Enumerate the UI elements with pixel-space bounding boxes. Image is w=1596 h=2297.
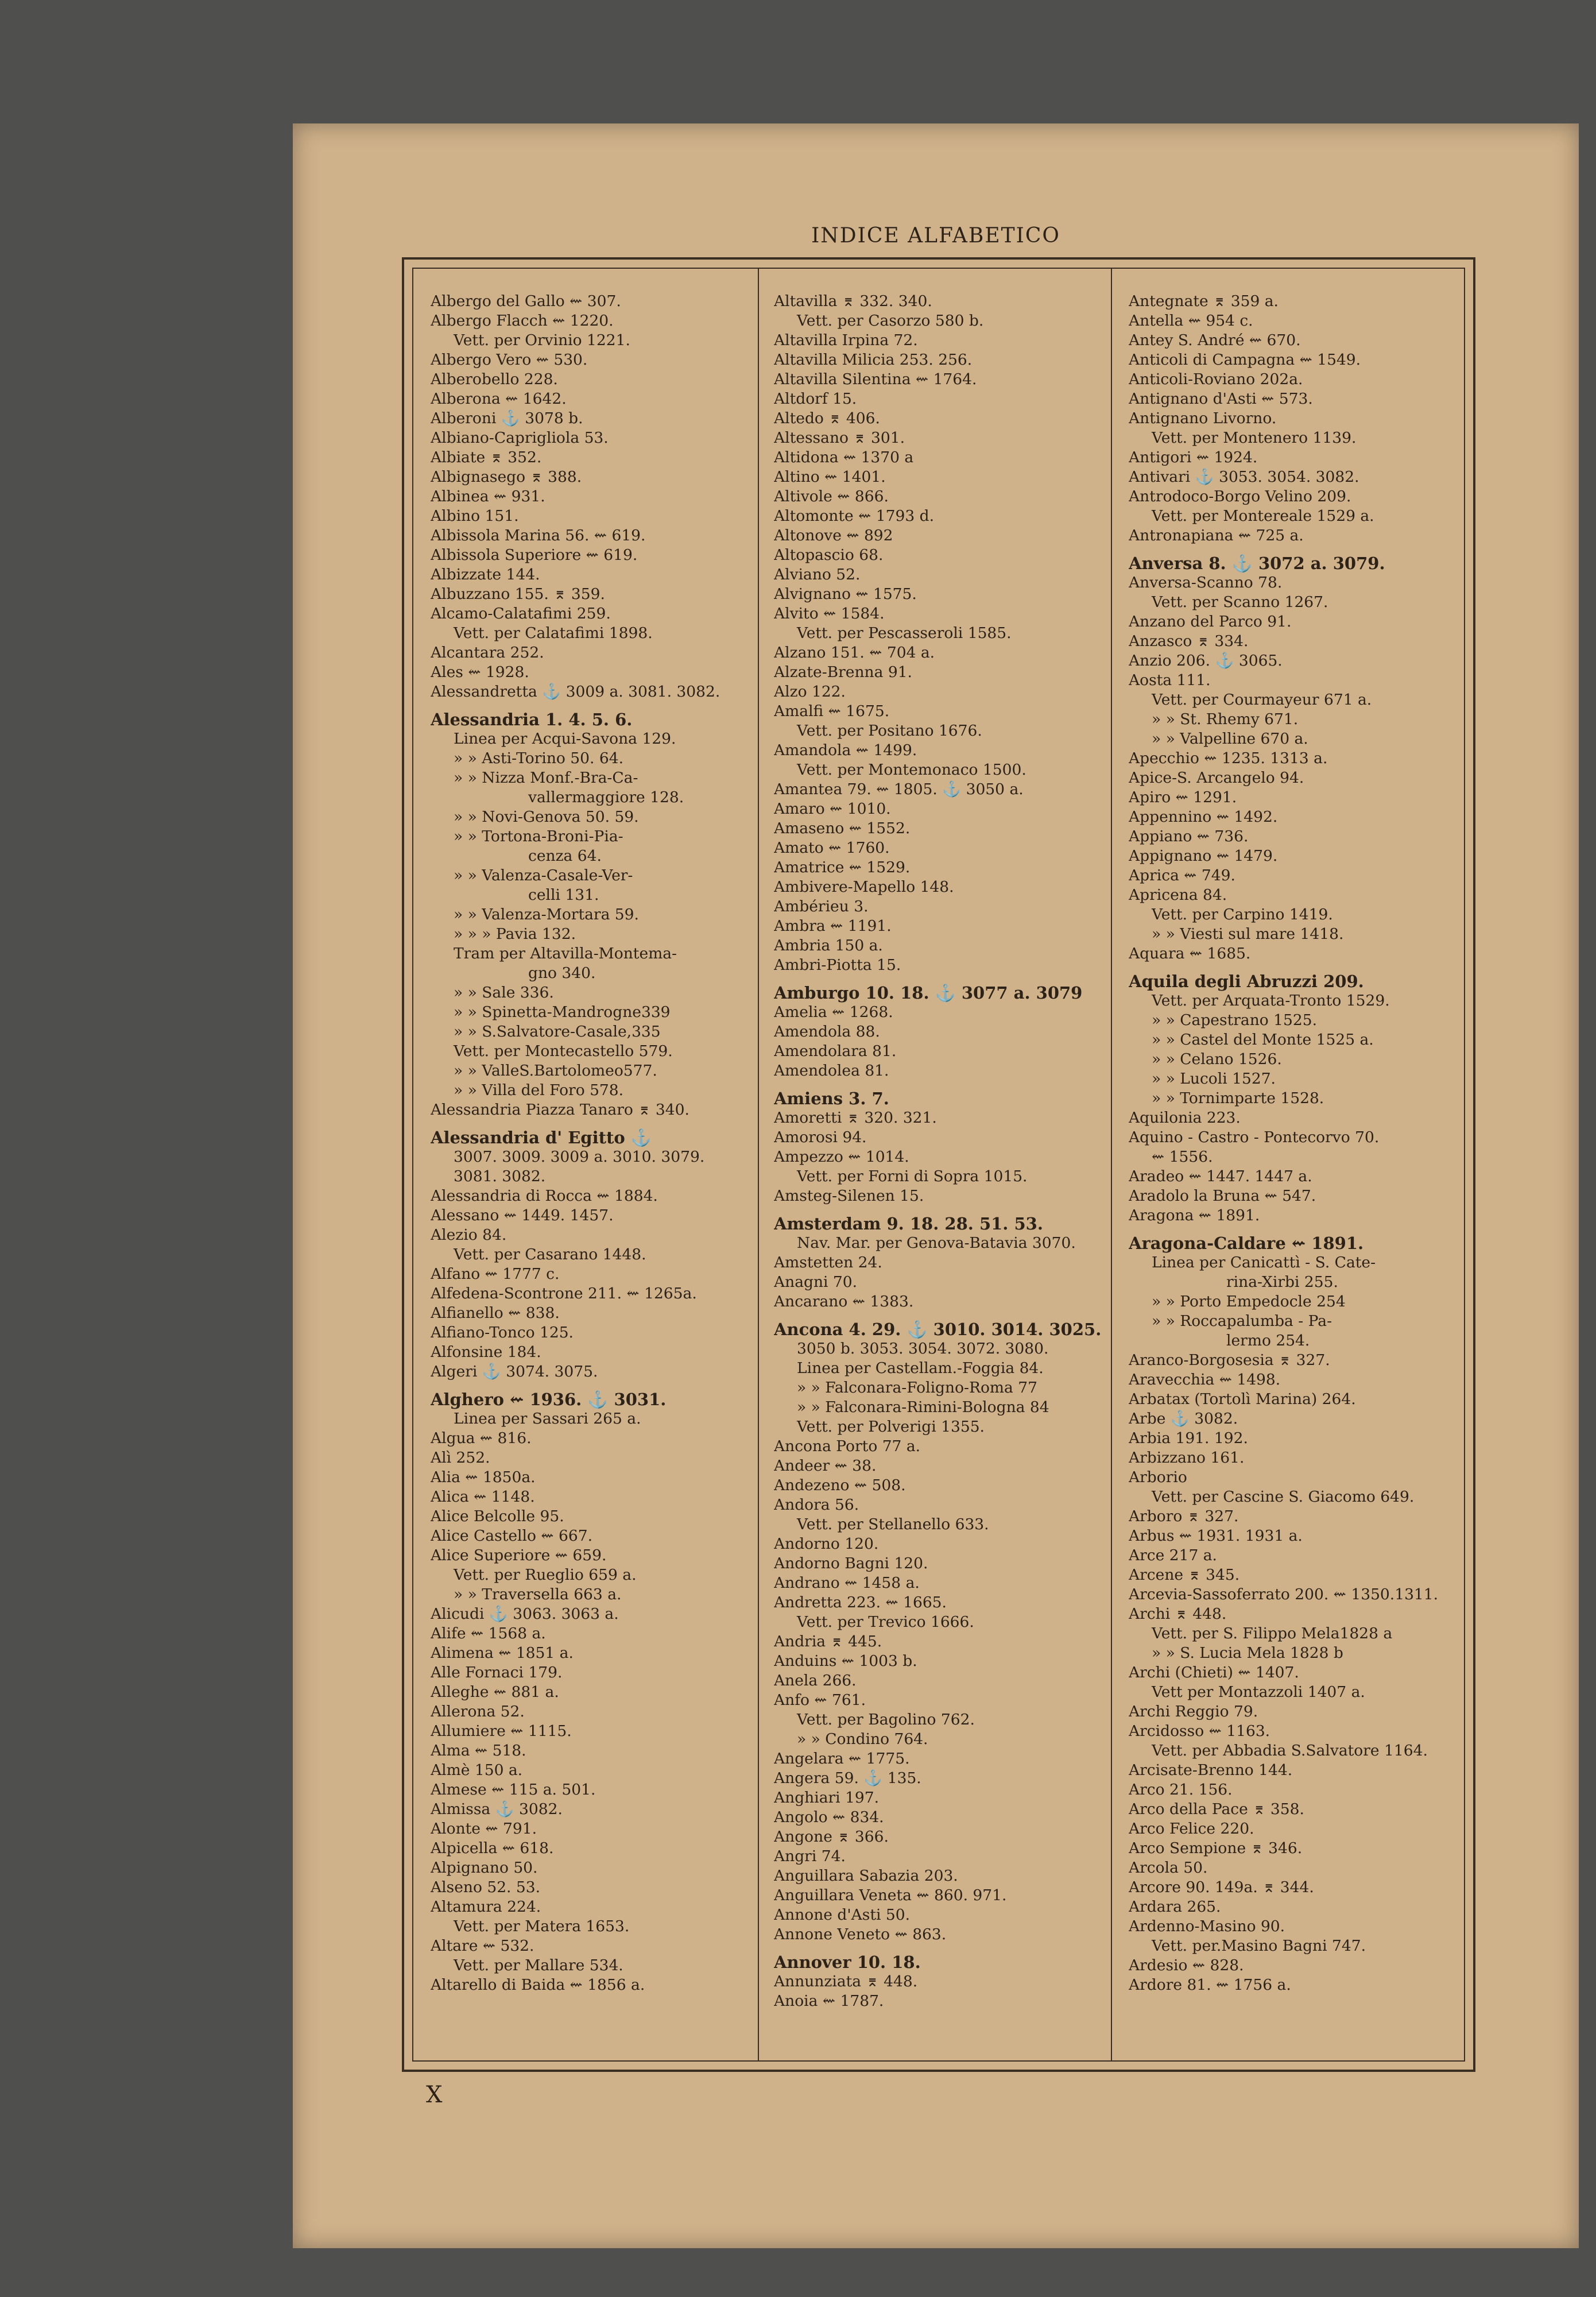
index-entry: Amoretti ⌆ 320. 321.: [774, 1109, 937, 1127]
index-entry: Vett. per Polverigi 1355.: [797, 1418, 985, 1436]
index-entry: Altomonte ⇜ 1793 d.: [774, 507, 935, 525]
index-entry: Albinea ⇜ 931.: [431, 488, 545, 505]
index-entry: Almese ⇜ 115 a. 501.: [431, 1781, 596, 1799]
index-entry: Anticoli-Roviano 202a.: [1129, 370, 1303, 388]
index-entry: Alcantara 252.: [431, 644, 544, 662]
index-entry: vallermaggiore 128.: [528, 788, 684, 806]
index-entry: Vett. per Casorzo 580 b.: [797, 312, 984, 330]
index-entry: Aradolo la Bruna ⇜ 547.: [1129, 1187, 1316, 1205]
index-heading: Amiens 3. 7.: [774, 1089, 889, 1108]
index-entry: Antivari ⚓ 3053. 3054. 3082.: [1129, 468, 1359, 486]
index-entry: Altavilla Silentina ⇜ 1764.: [774, 370, 977, 388]
index-entry: Arco Sempione ⌆ 346.: [1129, 1839, 1303, 1857]
index-entry: Andorno Bagni 120.: [774, 1554, 928, 1572]
index-entry: Altdorf 15.: [774, 390, 857, 408]
index-entry: Ampezzo ⇜ 1014.: [774, 1148, 909, 1166]
index-entry: Vett. per Cascine S. Giacomo 649.: [1152, 1488, 1415, 1506]
index-entry: Linea per Castellam.-Foggia 84.: [797, 1359, 1044, 1377]
index-entry: Alice Castello ⇜ 667.: [431, 1527, 593, 1545]
index-entry: » » Celano 1526.: [1152, 1050, 1282, 1068]
index-entry: Amaro ⇜ 1010.: [774, 800, 891, 818]
index-entry: » » » Pavia 132.: [454, 925, 576, 943]
index-entry: Allerona 52.: [431, 1703, 525, 1720]
index-entry: Ardore 81. ⇜ 1756 a.: [1129, 1976, 1291, 1994]
index-entry: 3050 b. 3053. 3054. 3072. 3080.: [797, 1340, 1049, 1358]
index-entry: Alessandretta ⚓ 3009 a. 3081. 3082.: [431, 683, 720, 701]
index-entry: Vett. per Trevico 1666.: [797, 1613, 974, 1631]
index-entry: Arcola 50.: [1129, 1859, 1208, 1877]
index-entry: gno 340.: [528, 964, 596, 982]
index-frame: [402, 257, 1475, 2072]
index-entry: Anzio 206. ⚓ 3065.: [1129, 652, 1283, 670]
index-entry: » » Falconara-Foligno-Roma 77: [797, 1379, 1037, 1397]
index-entry: Arco 21. 156.: [1129, 1781, 1233, 1799]
index-entry: Alberoni ⚓ 3078 b.: [431, 409, 583, 427]
index-entry: celli 131.: [528, 886, 599, 904]
index-entry: Arbia 191. 192.: [1129, 1429, 1248, 1447]
index-entry: Ambra ⇜ 1191.: [774, 917, 892, 935]
index-entry: Almè 150 a.: [431, 1761, 523, 1779]
index-heading: Aragona-Caldare ⇜ 1891.: [1129, 1233, 1364, 1253]
index-entry: Alessandria di Rocca ⇜ 1884.: [431, 1187, 658, 1205]
index-entry: Algua ⇜ 816.: [431, 1429, 532, 1447]
index-entry: Albiano-Caprigliola 53.: [431, 429, 609, 447]
index-entry: Archi ⌆ 448.: [1129, 1605, 1227, 1623]
index-entry: Amalfi ⇜ 1675.: [774, 702, 890, 720]
index-entry: » » Novi-Genova 50. 59.: [454, 808, 639, 826]
index-entry: Ambérieu 3.: [774, 898, 869, 915]
index-entry: Vett. per Positano 1676.: [797, 722, 982, 740]
index-entry: Arbizzano 161.: [1129, 1449, 1245, 1467]
index-entry: Altare ⇜ 532.: [431, 1937, 534, 1955]
index-entry: rina-Xirbi 255.: [1226, 1273, 1338, 1291]
index-entry: Albiate ⌆ 352.: [431, 448, 542, 466]
index-entry: Alice Superiore ⇜ 659.: [431, 1546, 607, 1564]
index-entry: » » Castel del Monte 1525 a.: [1152, 1031, 1374, 1049]
index-entry: Vett. per Orvinio 1221.: [454, 331, 630, 349]
index-entry: Altamura 224.: [431, 1898, 541, 1916]
index-entry: Vett. per Casarano 1448.: [454, 1246, 646, 1263]
index-entry: Andeer ⇜ 38.: [774, 1457, 877, 1475]
index-entry: Arce 217 a.: [1129, 1546, 1217, 1564]
index-entry: Aragona ⇜ 1891.: [1129, 1206, 1260, 1224]
index-entry: Ancona Porto 77 a.: [774, 1437, 921, 1455]
index-entry: Anticoli di Campagna ⇜ 1549.: [1129, 351, 1361, 369]
index-entry: Vett. per.Masino Bagni 747.: [1152, 1937, 1366, 1955]
index-entry: » » Asti-Torino 50. 64.: [454, 749, 624, 767]
index-entry: Antegnate ⌆ 359 a.: [1129, 292, 1279, 310]
index-entry: Amendolea 81.: [774, 1062, 889, 1080]
index-entry: » » Valpelline 670 a.: [1152, 730, 1308, 748]
index-entry: Anzasco ⌆ 334.: [1129, 632, 1249, 650]
index-entry: Alica ⇜ 1148.: [431, 1488, 535, 1506]
index-heading: Alessandria 1. 4. 5. 6.: [431, 710, 633, 729]
index-entry: Appignano ⇜ 1479.: [1129, 847, 1278, 865]
index-entry: » » Valenza-Casale-Ver-: [454, 867, 633, 884]
index-entry: Vett per Montazzoli 1407 a.: [1152, 1683, 1365, 1701]
index-entry: Amaseno ⇜ 1552.: [774, 819, 911, 837]
index-entry: Arcevia-Sassoferrato 200. ⇜ 1350.1311.: [1129, 1586, 1439, 1603]
index-entry: Albergo Vero ⇜ 530.: [431, 351, 588, 369]
index-entry: » » S.Salvatore-Casale,335: [454, 1023, 661, 1041]
index-entry: Alberobello 228.: [431, 370, 558, 388]
index-entry: Alfedena-Scontrone 211. ⇜ 1265a.: [431, 1285, 697, 1302]
index-entry: Amatrice ⇜ 1529.: [774, 859, 911, 876]
index-entry: Aradeo ⇜ 1447. 1447 a.: [1129, 1167, 1312, 1185]
index-entry: Annone Veneto ⇜ 863.: [774, 1925, 947, 1943]
index-entry: Altivole ⇜ 866.: [774, 488, 889, 505]
index-heading: Alghero ⇜ 1936. ⚓ 3031.: [431, 1390, 667, 1409]
index-entry: Amendola 88.: [774, 1023, 880, 1041]
index-entry: » » Villa del Foro 578.: [454, 1081, 624, 1099]
index-entry: Alseno 52. 53.: [431, 1878, 541, 1896]
index-entry: Vett. per Courmayeur 671 a.: [1152, 691, 1372, 709]
index-entry: Albergo Flacch ⇜ 1220.: [431, 312, 614, 330]
index-entry: Alessandria Piazza Tanaro ⌆ 340.: [431, 1101, 689, 1119]
index-entry: Archi Reggio 79.: [1129, 1703, 1258, 1720]
index-entry: Antella ⇜ 954 c.: [1129, 312, 1253, 330]
index-entry: Amantea 79. ⇜ 1805. ⚓ 3050 a.: [774, 780, 1024, 798]
index-heading: Anversa 8. ⚓ 3072 a. 3079.: [1129, 554, 1385, 573]
index-entry: Antronapiana ⇜ 725 a.: [1129, 527, 1304, 544]
index-entry: Ardara 265.: [1129, 1898, 1221, 1916]
index-heading: Amburgo 10. 18. ⚓ 3077 a. 3079: [774, 983, 1083, 1003]
index-entry: Aquino - Castro - Pontecorvo 70.: [1129, 1128, 1380, 1146]
index-entry: Alle Fornaci 179.: [431, 1664, 563, 1681]
index-entry: Anghiari 197.: [774, 1789, 880, 1807]
index-entry: Antignano Livorno.: [1129, 409, 1277, 427]
index-entry: Arboro ⌆ 327.: [1129, 1507, 1239, 1525]
index-entry: Altopascio 68.: [774, 546, 884, 564]
index-entry: Alzate-Brenna 91.: [774, 663, 912, 681]
index-entry: Anela 266.: [774, 1672, 857, 1689]
index-entry: Apice-S. Arcangelo 94.: [1129, 769, 1304, 787]
index-entry: Vett. per Calatafimi 1898.: [454, 624, 653, 642]
index-entry: Vett. per Arquata-Tronto 1529.: [1152, 992, 1390, 1010]
index-entry: Arbe ⚓ 3082.: [1129, 1410, 1238, 1428]
index-entry: Vett. per S. Filippo Mela1828 a: [1152, 1625, 1393, 1642]
index-entry: Arbatax (Tortolì Marina) 264.: [1129, 1390, 1356, 1408]
index-entry: Alcamo-Calatafimi 259.: [431, 605, 611, 622]
index-entry: Altessano ⌆ 301.: [774, 429, 905, 447]
index-entry: » » Traversella 663 a.: [454, 1586, 622, 1603]
index-entry: Aprica ⇜ 749.: [1129, 867, 1235, 884]
index-entry: Tram per Altavilla-Montema-: [454, 945, 677, 962]
index-entry: Anduins ⇜ 1003 b.: [774, 1652, 917, 1670]
index-entry: Angone ⌆ 366.: [774, 1828, 889, 1846]
index-entry: Ardesio ⇜ 828.: [1129, 1956, 1244, 1974]
index-entry: Arcore 90. 149a. ⌆ 344.: [1129, 1878, 1314, 1896]
index-entry: Antignano d'Asti ⇜ 573.: [1129, 390, 1313, 408]
index-entry: Alimena ⇜ 1851 a.: [431, 1644, 574, 1662]
index-entry: 3081. 3082.: [454, 1167, 546, 1185]
index-entry: » » Condino 764.: [797, 1730, 928, 1748]
index-entry: Vett. per Mallare 534.: [454, 1956, 623, 1974]
index-entry: Aosta 111.: [1129, 671, 1211, 689]
index-entry: » » Sale 336.: [454, 984, 554, 1001]
index-entry: Nav. Mar. per Genova-Batavia 3070.: [797, 1234, 1076, 1252]
index-entry: Anzano del Parco 91.: [1129, 613, 1292, 631]
index-entry: » » Roccapalumba - Pa-: [1152, 1312, 1332, 1330]
index-entry: Altedo ⌆ 406.: [774, 409, 880, 427]
index-heading: Amsterdam 9. 18. 28. 51. 53.: [774, 1214, 1043, 1233]
document-page: [293, 123, 1579, 2248]
index-entry: Arbus ⇜ 1931. 1931 a.: [1129, 1527, 1303, 1545]
index-entry: Altino ⇜ 1401.: [774, 468, 886, 486]
index-entry: » » S. Lucia Mela 1828 b: [1152, 1644, 1343, 1662]
index-entry: » » Valenza-Mortara 59.: [454, 906, 639, 923]
index-entry: Aravecchia ⇜ 1498.: [1129, 1371, 1281, 1389]
index-entry: Antey S. André ⇜ 670.: [1129, 331, 1301, 349]
index-entry: » » St. Rhemy 671.: [1152, 710, 1299, 728]
index-entry: Apiro ⇜ 1291.: [1129, 788, 1237, 806]
index-entry: Alzo 122.: [774, 683, 846, 701]
index-entry: Alfonsine 184.: [431, 1343, 541, 1361]
index-entry: Alfianello ⇜ 838.: [431, 1304, 560, 1322]
index-entry: Andorno 120.: [774, 1535, 879, 1553]
index-entry: Anfo ⇜ 761.: [774, 1691, 866, 1709]
index-entry: ⇜ 1556.: [1152, 1148, 1213, 1166]
index-entry: » » Falconara-Rimini-Bologna 84: [797, 1398, 1049, 1416]
index-entry: Albissola Marina 56. ⇜ 619.: [431, 527, 646, 544]
index-entry: Arborio: [1129, 1468, 1187, 1486]
index-entry: Linea per Sassari 265 a.: [454, 1410, 641, 1428]
index-entry: » » Lucoli 1527.: [1152, 1070, 1276, 1088]
index-entry: Andretta 223. ⇜ 1665.: [774, 1594, 947, 1611]
index-entry: Vett. per Matera 1653.: [454, 1917, 630, 1935]
index-entry: Vett. per Abbadia S.Salvatore 1164.: [1152, 1742, 1428, 1760]
index-entry: Alvito ⇜ 1584.: [774, 605, 885, 622]
index-entry: Ambria 150 a.: [774, 937, 883, 954]
index-heading: Alessandria d' Egitto ⚓: [431, 1128, 652, 1147]
index-column-1: [431, 292, 772, 1995]
index-entry: Vett. per Bagolino 762.: [797, 1711, 975, 1728]
index-entry: Alicudi ⚓ 3063. 3063 a.: [431, 1605, 619, 1623]
index-entry: Annone d'Asti 50.: [774, 1906, 911, 1924]
index-entry: Ardenno-Masino 90.: [1129, 1917, 1285, 1935]
index-entry: Andezeno ⇜ 508.: [774, 1476, 906, 1494]
index-entry: Andora 56.: [774, 1496, 859, 1514]
index-entry: Alezio 84.: [431, 1226, 507, 1244]
index-entry: Vett. per Montereale 1529 a.: [1152, 507, 1374, 525]
page-number: X: [426, 2082, 443, 2108]
index-entry: Amelia ⇜ 1268.: [774, 1003, 893, 1021]
index-entry: » » Porto Empedocle 254: [1152, 1293, 1346, 1310]
index-entry: Altidona ⇜ 1370 a: [774, 448, 914, 466]
index-heading: Aquila degli Abruzzi 209.: [1129, 972, 1364, 991]
index-entry: Altavilla ⌆ 332. 340.: [774, 292, 932, 310]
index-heading: Annover 10. 18.: [774, 1952, 921, 1972]
index-entry: Anversa-Scanno 78.: [1129, 574, 1283, 591]
index-entry: Alma ⇜ 518.: [431, 1742, 526, 1760]
index-entry: Ancarano ⇜ 1383.: [774, 1293, 914, 1310]
index-entry: Anguillara Sabazia 203.: [774, 1867, 958, 1885]
index-entry: Alife ⇜ 1568 a.: [431, 1625, 546, 1642]
index-entry: Algeri ⚓ 3074. 3075.: [431, 1363, 598, 1380]
index-entry: Alì 252.: [431, 1449, 490, 1467]
index-heading: Ancona 4. 29. ⚓ 3010. 3014. 3025.: [774, 1320, 1102, 1339]
index-entry: » » Viesti sul mare 1418.: [1152, 925, 1344, 943]
index-entry: Ambivere-Mapello 148.: [774, 878, 954, 896]
index-entry: Vett. per Scanno 1267.: [1152, 593, 1328, 611]
index-entry: Ales ⇜ 1928.: [431, 663, 529, 681]
index-entry: Angera 59. ⚓ 135.: [774, 1769, 921, 1787]
index-entry: Almissa ⚓ 3082.: [431, 1800, 563, 1818]
index-entry: Angolo ⇜ 834.: [774, 1808, 884, 1826]
index-entry: Albissola Superiore ⇜ 619.: [431, 546, 638, 564]
index-entry: Altavilla Milicia 253. 256.: [774, 351, 973, 369]
index-entry: Amorosi 94.: [774, 1128, 867, 1146]
index-entry: Arco Felice 220.: [1129, 1820, 1254, 1838]
index-column-2: [774, 292, 1115, 2011]
index-entry: Anoia ⇜ 1787.: [774, 1992, 884, 2010]
page-header: INDICE ALFABETICO: [811, 224, 1060, 248]
index-entry: » » Nizza Monf.-Bra-Ca-: [454, 769, 638, 787]
index-entry: Arcisate-Brenno 144.: [1129, 1761, 1293, 1779]
index-entry: Albino 151.: [431, 507, 519, 525]
index-frame-inner: [412, 268, 1465, 2062]
index-entry: Vett. per Forni di Sopra 1015.: [797, 1167, 1028, 1185]
index-entry: Alia ⇜ 1850a.: [431, 1468, 536, 1486]
index-entry: Andria ⌆ 445.: [774, 1633, 882, 1650]
index-entry: Amandola ⇜ 1499.: [774, 741, 917, 759]
index-entry: Aquilonia 223.: [1129, 1109, 1241, 1127]
index-entry: Apecchio ⇜ 1235. 1313 a.: [1129, 749, 1328, 767]
index-entry: Albergo del Gallo ⇜ 307.: [431, 292, 621, 310]
index-entry: Aranco-Borgosesia ⌆ 327.: [1129, 1351, 1330, 1369]
index-entry: Altarello di Baida ⇜ 1856 a.: [431, 1976, 645, 1994]
index-entry: Linea per Canicattì - S. Cate-: [1152, 1254, 1376, 1271]
index-entry: Vett. per Montecastello 579.: [454, 1042, 673, 1060]
index-entry: Altonove ⇜ 892: [774, 527, 893, 544]
index-entry: » » Spinetta-Mandrogne339: [454, 1003, 671, 1021]
index-entry: Annunziata ⌆ 448.: [774, 1973, 918, 1990]
index-entry: Albignasego ⌆ 388.: [431, 468, 582, 486]
index-entry: Andrano ⇜ 1458 a.: [774, 1574, 920, 1592]
index-entry: Vett. per Stellanello 633.: [797, 1515, 989, 1533]
index-entry: Alleghe ⇜ 881 a.: [431, 1683, 559, 1701]
index-entry: Altavilla Irpina 72.: [774, 331, 918, 349]
index-entry: » » ValleS.Bartolomeo577.: [454, 1062, 657, 1080]
index-entry: » » Tornimparte 1528.: [1152, 1089, 1324, 1107]
index-entry: Allumiere ⇜ 1115.: [431, 1722, 572, 1740]
index-entry: Alonte ⇜ 791.: [431, 1820, 537, 1838]
index-entry: cenza 64.: [528, 847, 602, 865]
index-column-3: [1129, 292, 1470, 1995]
index-entry: Alzano 151. ⇜ 704 a.: [774, 644, 935, 662]
index-entry: Antigori ⇜ 1924.: [1129, 448, 1258, 466]
index-entry: Alpicella ⇜ 618.: [431, 1839, 554, 1857]
index-entry: Amsteg-Silenen 15.: [774, 1187, 924, 1205]
index-entry: Vett. per Rueglio 659 a.: [454, 1566, 637, 1584]
index-entry: Apricena 84.: [1129, 886, 1227, 904]
index-entry: Alviano 52.: [774, 566, 861, 583]
index-entry: Aquara ⇜ 1685.: [1129, 945, 1251, 962]
index-entry: Amendolara 81.: [774, 1042, 897, 1060]
index-entry: lermo 254.: [1226, 1332, 1310, 1349]
index-entry: Alessano ⇜ 1449. 1457.: [431, 1206, 614, 1224]
index-entry: Ambri-Piotta 15.: [774, 956, 901, 974]
index-entry: Appiano ⇜ 736.: [1129, 827, 1249, 845]
index-entry: Angri 74.: [774, 1847, 846, 1865]
index-entry: Alpignano 50.: [431, 1859, 538, 1877]
index-entry: Vett. per Montemonaco 1500.: [797, 761, 1026, 779]
index-entry: Amstetten 24.: [774, 1254, 882, 1271]
index-entry: Angelara ⇜ 1775.: [774, 1750, 910, 1768]
index-entry: Alberona ⇜ 1642.: [431, 390, 567, 408]
index-entry: Appennino ⇜ 1492.: [1129, 808, 1278, 826]
index-entry: Linea per Acqui-Savona 129.: [454, 730, 676, 748]
index-entry: » » Tortona-Broni-Pia-: [454, 827, 623, 845]
index-entry: Vett. per Carpino 1419.: [1152, 906, 1333, 923]
index-entry: Vett. per Montenero 1139.: [1152, 429, 1357, 447]
index-entry: Amato ⇜ 1760.: [774, 839, 890, 857]
index-entry: Alice Belcolle 95.: [431, 1507, 564, 1525]
index-entry: Anagni 70.: [774, 1273, 858, 1291]
index-entry: » » Capestrano 1525.: [1152, 1011, 1318, 1029]
index-entry: Alfiano-Tonco 125.: [431, 1324, 574, 1341]
index-entry: Arco della Pace ⌆ 358.: [1129, 1800, 1304, 1818]
index-entry: Vett. per Pescasseroli 1585.: [797, 624, 1012, 642]
index-entry: 3007. 3009. 3009 a. 3010. 3079.: [454, 1148, 705, 1166]
index-entry: Anguillara Veneta ⇜ 860. 971.: [774, 1886, 1007, 1904]
index-entry: Albizzate 144.: [431, 566, 540, 583]
index-entry: Alfano ⇜ 1777 c.: [431, 1265, 560, 1283]
index-entry: Alvignano ⇜ 1575.: [774, 585, 917, 603]
index-entry: Arcene ⌆ 345.: [1129, 1566, 1240, 1584]
index-entry: Arcidosso ⇜ 1163.: [1129, 1722, 1270, 1740]
index-entry: Antrodoco-Borgo Velino 209.: [1129, 488, 1351, 505]
index-entry: Albuzzano 155. ⌆ 359.: [431, 585, 605, 603]
index-entry: Archi (Chieti) ⇜ 1407.: [1129, 1664, 1299, 1681]
